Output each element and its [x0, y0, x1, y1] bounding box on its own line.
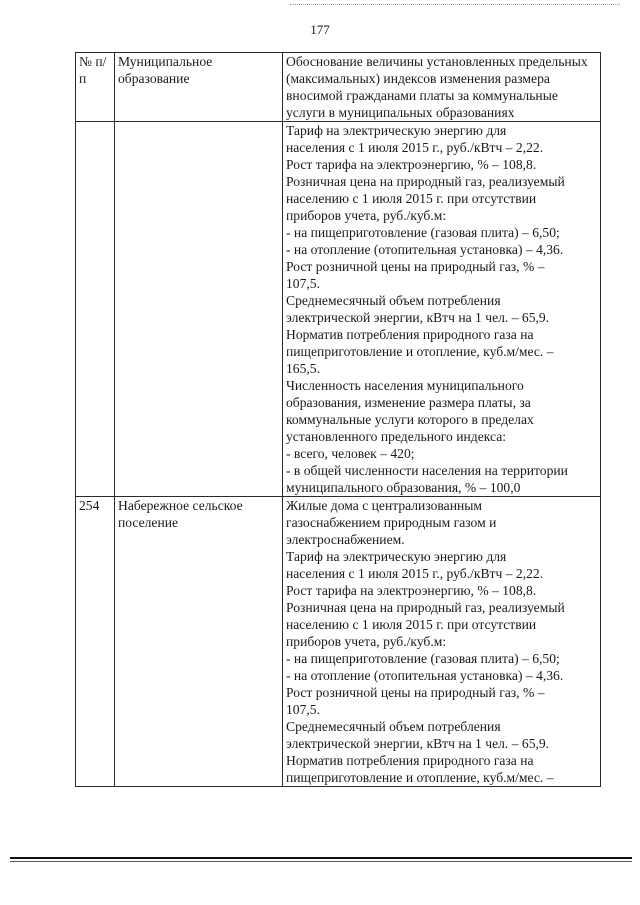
- text-line: Тариф на электрическую энергию для: [286, 549, 507, 564]
- text-line: Численность населения муниципального: [286, 378, 524, 393]
- row-municipality: [115, 122, 283, 497]
- text-line: Рост тарифа на электроэнергию, % – 108,8.: [286, 583, 537, 598]
- text-line: коммунальные услуги которого в пределах: [286, 412, 534, 427]
- text-line: Жилые дома с централизованным: [286, 498, 482, 513]
- text-line: электрической энергии, кВтч на 1 чел. – 65,9.: [286, 310, 550, 325]
- text-line: - на отопление (отопительная установка) – 4,36.: [286, 668, 564, 683]
- text-line: пищеприготовление и отопление, куб.м/мес. –: [286, 770, 554, 785]
- text-line: электроснабжением.: [286, 532, 405, 547]
- page-number: 177: [310, 22, 330, 37]
- text-line: Среднемесячный объем потребления: [286, 293, 501, 308]
- header-justification: Обоснование величины установленных предельных (максимальных) индексов изменения размера вносимой гражданами платы за коммунальные услуги в муниципальных образованиях: [283, 53, 601, 122]
- footer-rule-thin: [10, 861, 632, 862]
- text-line: - в общей численности населения на территории: [286, 463, 568, 478]
- text-line: 107,5.: [286, 702, 320, 717]
- text-line: населения с 1 июля 2015 г., руб./кВтч – 2,22.: [286, 566, 544, 581]
- text-line: Рост розничной цены на природный газ, % –: [286, 685, 545, 700]
- text-line: 165,5.: [286, 361, 320, 376]
- text-line: - всего, человек – 420;: [286, 446, 415, 461]
- table-row: [76, 122, 601, 497]
- text-line: Норматив потребления природного газа на: [286, 327, 534, 342]
- row-municipality: Набережное сельское поселение: [115, 497, 283, 787]
- text-line: - на пищеприготовление (газовая плита) – 6,50;: [286, 225, 560, 240]
- text-line: газоснабжением природным газом и: [286, 515, 497, 530]
- text-line: Среднемесячный объем потребления: [286, 719, 501, 734]
- text-line: Рост розничной цены на природный газ, % –: [286, 259, 545, 274]
- text-line: населения с 1 июля 2015 г., руб./кВтч – 2,22.: [286, 140, 544, 155]
- row-number: 254: [76, 497, 115, 787]
- text-line: приборов учета, руб./куб.м:: [286, 634, 447, 649]
- row-justification: [283, 122, 601, 497]
- text-line: Норматив потребления природного газа на: [286, 753, 534, 768]
- table-header-row: [76, 53, 601, 122]
- text-line: приборов учета, руб./куб.м:: [286, 208, 447, 223]
- text-line: населению с 1 июля 2015 г. при отсутствии: [286, 617, 537, 632]
- text-line: пищеприготовление и отопление, куб.м/мес. –: [286, 344, 554, 359]
- text-line: электрической энергии, кВтч на 1 чел. – 65,9.: [286, 736, 550, 751]
- row-number: [76, 122, 115, 497]
- header-municipality: Муниципальное образование: [115, 53, 283, 122]
- text-line: муниципального образования, % – 100,0: [286, 480, 521, 495]
- header-number: № п/п: [76, 53, 115, 122]
- text-line: населению с 1 июля 2015 г. при отсутствии: [286, 191, 537, 206]
- table-row: [76, 497, 601, 787]
- indices-table: [75, 52, 601, 787]
- text-line: Розничная цена на природный газ, реализуемый: [286, 600, 565, 615]
- row-justification: [283, 497, 601, 787]
- text-line: - на отопление (отопительная установка) – 4,36.: [286, 242, 564, 257]
- text-line: - на пищеприготовление (газовая плита) – 6,50;: [286, 651, 560, 666]
- text-line: 107,5.: [286, 276, 320, 291]
- text-line: Рост тарифа на электроэнергию, % – 108,8.: [286, 157, 537, 172]
- text-line: Тариф на электрическую энергию для: [286, 123, 507, 138]
- top-edge-rule: [290, 4, 620, 5]
- text-line: образования, изменение размера платы, за: [286, 395, 531, 410]
- text-line: Розничная цена на природный газ, реализуемый: [286, 174, 565, 189]
- text-line: установленного предельного индекса:: [286, 429, 507, 444]
- footer-rule: [10, 857, 632, 859]
